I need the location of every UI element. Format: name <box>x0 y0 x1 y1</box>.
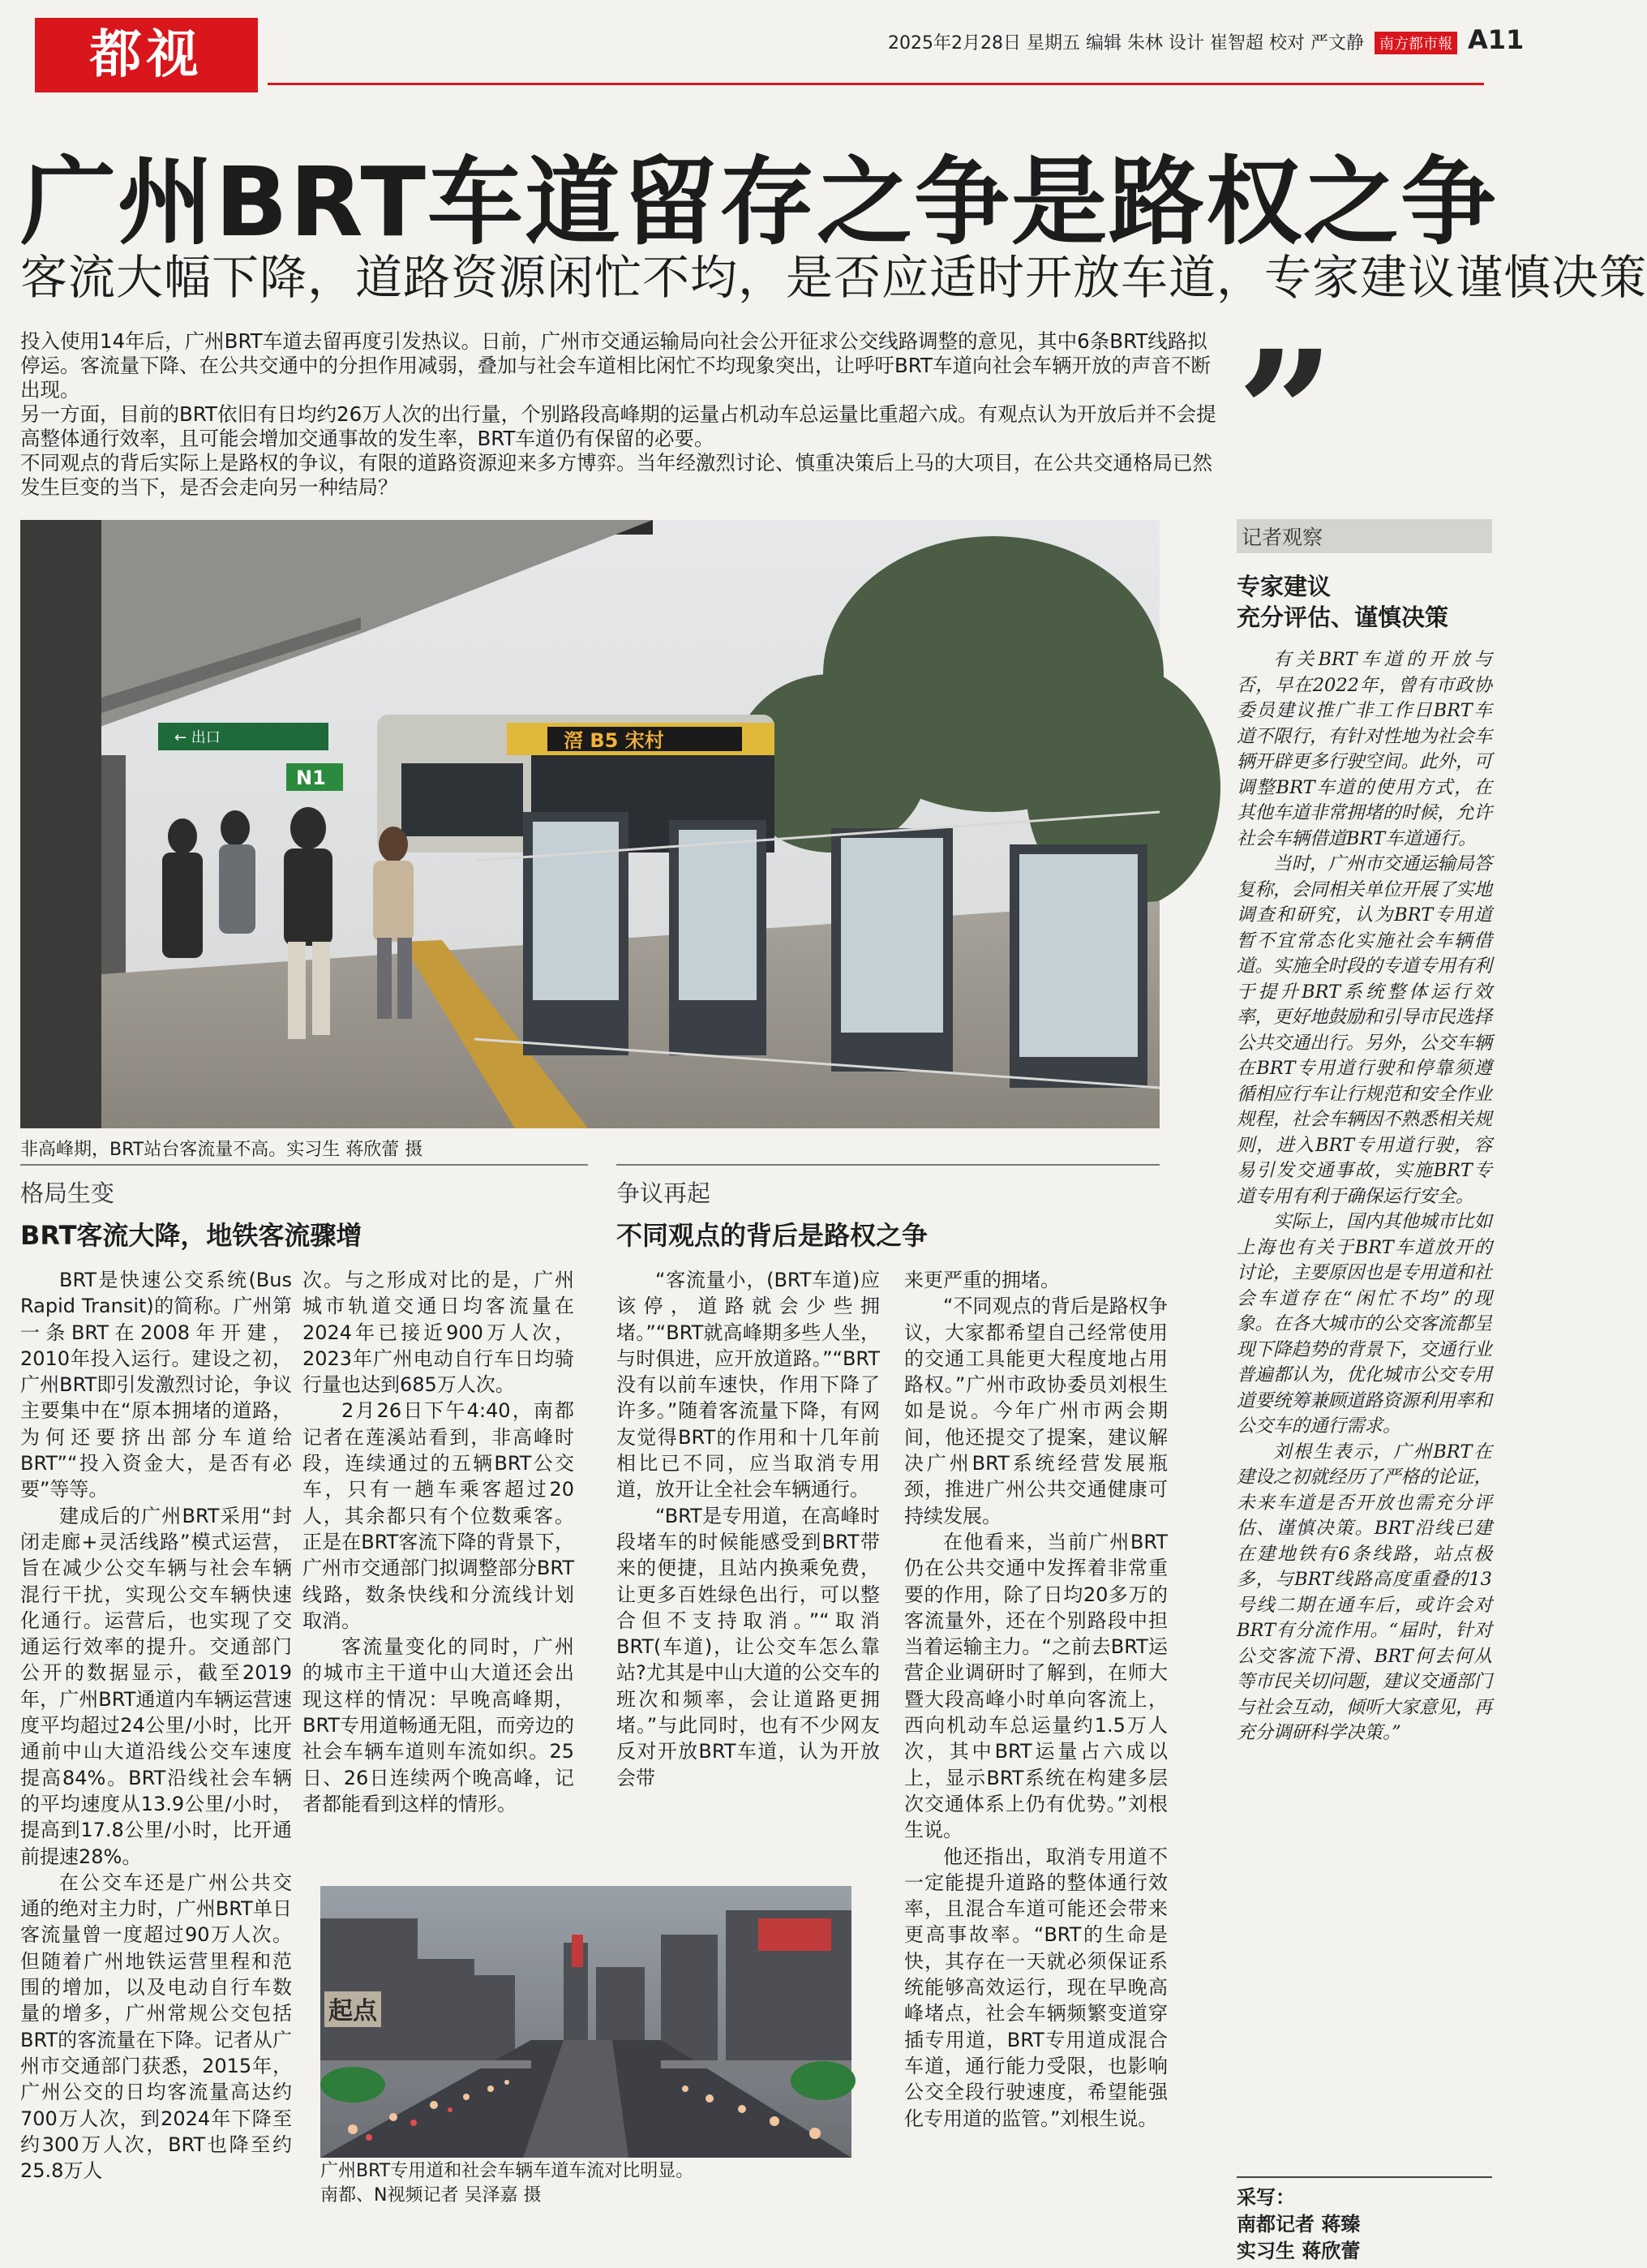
headline: 广州BRT车道留存之争是路权之争 <box>20 146 1498 258</box>
body-paragraph: 次。与之形成对比的是，广州城市轨道交通日均客流量在2024年已接近900万人次，2023年广州电动自行车日均骑行量也达到685万人次。 <box>302 1269 574 1397</box>
sidebar <box>1237 519 1492 1746</box>
quote-mark-icon: ” <box>1237 313 1335 513</box>
street-sign: 起点 <box>328 1997 377 2025</box>
section-name: 都视 <box>89 25 204 85</box>
body-paragraph: 客流量变化的同时，广州的城市主干道中山大道还会出现这样的情况：早晚高峰期，BRT专用道畅通无阻，而旁边的社会车辆车道则车流如织。25日、26日连续两个晚高峰，记者都能看到这样的情形。 <box>302 1635 574 1815</box>
sidebar-paragraph: 实际上，国内其他城市比如上海也有关于BRT车道放开的讨论，主要原因也是专用道和社会车道存在“闲忙不均”的现象。在各大城市的公交客流都呈现下降趋势的背景下，交通行业普遍都认为，优化城市公交专用道要统筹兼顾道路资源利用率和公交车的通行需求。 <box>1237 1211 1493 1437</box>
body-paragraph: 2月26日下午4:40，南都记者在莲溪站看到，非高峰时段，连续通过的五辆BRT公交车，只有一趟车乘客超过20人，其余都只有个位数乘客。正是在BRT客流下降的背景下，广州市交通部门拟调整部分BRT线路，数条快线和分流线计划取消。 <box>302 1399 574 1632</box>
section2-title: 不同观点的背后是路权之争 <box>616 1220 929 1251</box>
brt-corridor-photo <box>320 1886 851 2158</box>
brt-corridor-illustration <box>320 1886 851 2158</box>
byline-intern: 实习生 蒋欣蕾 <box>1237 2240 1361 2262</box>
sidebar-title-1: 专家建议 <box>1237 573 1332 600</box>
body-paragraph: 建成后的广州BRT采用“封闭走廊+灵活线路”模式运营，旨在减少公交车辆与社会车辆混行干扰，实现公交车辆快速化通行。运营后，也实现了交通运行效率的提升。交通部门公开的数据显示，截至2019年，广州BRT通道内车辆运营速度平均超过24公里/小时，比开通前中山大道沿线公交车速度提高84%。BRT沿线社会车辆的平均速度从13.9公里/小时，提高到17.8公里/小时，比开通前提速28%。 <box>20 1504 292 1868</box>
lead-paragraph: 另一方面，目前的BRT依旧有日均约26万人次的出行量，个别路段高峰期的运量占机动车总运量比重超六成。有观点认为开放后并不会提高整体通行效率，且可能会增加交通事故的发生率，BRT车道仍有保留的必要。 <box>20 402 1216 450</box>
photo2-caption-line: 广州BRT专用道和社会车辆车道车流对比明显。 <box>320 2161 694 2181</box>
sidebar-paragraph: 刘根生表示，广州BRT在建设之初就经历了严格的论证，未来车道是否开放也需充分评估、谨慎决策。BRT沿线已建在建地铁有6条线路，站点极多，与BRT线路高度重叠的13号线二期在通车后，或许会对BRT有分流作用。“届时，针对公交客流下滑、BRT何去何从等市民关切问题，建议交通部门与社会互动，倾听大家意见，再充分调研科学决策。” <box>1237 1441 1493 1743</box>
body-paragraph: 在公交车还是广州公共交通的绝对主力时，广州BRT单日客流量曾一度超过90万人次。但随着广州地铁运营里程和范围的增加，以及电动自行车数量的增多，广州常规公交包括BRT的客流量在下降。记者从广州市交通部门获悉，2015年，广州公交的日均客流量高达约700万人次，到2024年下降至约300万人次，BRT也降至约25.8万人 <box>20 1871 292 2183</box>
body-paragraph: “BRT是专用道，在高峰时段堵车的时候能感受到BRT带来的便捷，且站内换乘免费，让更多百姓绿色出行，可以整合但不支持取消。”“取消BRT(车道)，让公交车怎么靠站?尤其是中山大道的公交车的班次和频率，会让道路更拥堵。”与此同时，也有不少网友反对开放BRT车道，认为开放会带 <box>616 1504 880 1789</box>
body-paragraph: “不同观点的背后是路权争议，大家都希望自己经常使用的交通工具能更大程度地占用路权。”广州市政协委员刘根生如是说。今年广州市两会期间，他还提交了提案，建议解决广州BRT系统经营发展瓶颈，推进广州公共交通健康可持续发展。 <box>904 1295 1168 1527</box>
svg-text:← 出口: ← 出口 <box>174 729 221 746</box>
body-paragraph: 来更严重的拥堵。 <box>904 1269 1060 1291</box>
section1-header <box>20 1164 588 1252</box>
masthead-rule <box>268 83 1484 85</box>
section1-title: BRT客流大降，地铁客流骤增 <box>20 1220 362 1251</box>
brt-station-photo <box>20 520 1160 1128</box>
section1-rule <box>20 1164 588 1166</box>
body-paragraph: 他还指出，取消专用道不一定能提升道路的整体通行效率，且混合车道可能还会带来更高事故率。“BRT的生命是快，其存在一天就必须保证系统能够高效运行，现在早晚高峰堵点，社会车辆频繁变道穿插专用道，BRT专用道成混合车道，通行能力受限，也影响公交全段行驶速度，希望能强化专用道的监管。”刘根生说。 <box>904 1845 1168 2130</box>
section1-kicker: 格局生变 <box>20 1179 115 1207</box>
sidebar-label: 记者观察 <box>1237 519 1492 553</box>
issue-date: 2025年2月28日 <box>888 33 1021 54</box>
byline-label: 采写： <box>1237 2186 1295 2209</box>
lead-paragraph: 不同观点的背后实际上是路权的争议，有限的道路资源迎来多方博弈。当年经激烈讨论、慎重决策后上马的大项目，在公共交通格局已然发生巨变的当下，是否会走向另一种结局？ <box>20 451 1212 499</box>
section2-column-d <box>904 1267 1168 2132</box>
sidebar-body <box>1237 647 1492 1746</box>
section2-kicker: 争议再起 <box>616 1179 711 1207</box>
body-paragraph: BRT是快速公交系统(Bus Rapid Transit)的简称。广州第一条BRT在2008年开建，2010年投入运行。建设之初，广州BRT即引发激烈讨论，争议主要集中在“原本拥堵的道路，为何还要挤出部分车道给BRT”“投入资金大，是否有必要”等等。 <box>20 1269 292 1501</box>
section2-column-c <box>616 1267 880 1791</box>
bus-destination: 滘 B5 宋村 <box>564 729 664 752</box>
body-paragraph: 在他看来，当前广州BRT仍在公共交通中发挥着非常重要的作用，除了日均20多万的客流量外，还在个别路段中担当着运输主力。“之前去BRT运营企业调研时了解到，在师大暨大段高峰小时单向客流上，西向机动车总运量约1.5万人次，其中BRT运量占六成以上，显示BRT系统在构建多层次交通体系上仍有优势。”刘根生说。 <box>904 1530 1168 1842</box>
byline-reporter: 南都记者 蒋臻 <box>1237 2213 1361 2236</box>
subheadline: 客流大幅下降，道路资源闲忙不均，是否应适时开放车道，专家建议谨慎决策 <box>20 250 1647 305</box>
photo1-caption: 非高峰期，BRT站台客流量不高。实习生 蒋欣蕾 摄 <box>20 1140 423 1160</box>
issue-weekday: 星期五 <box>1026 33 1080 54</box>
station-sign: N1 <box>296 767 326 789</box>
byline-rule <box>1237 2176 1492 2178</box>
masthead-meta <box>888 24 1524 55</box>
section2-rule <box>616 1164 1160 1166</box>
photo2-caption <box>320 2159 693 2208</box>
staff-credits: 编辑 朱林 设计 崔智超 校对 严文静 <box>1086 33 1364 54</box>
section1-column-b <box>302 1267 574 1817</box>
newspaper-logo: 南方都市報 <box>1375 32 1457 54</box>
brt-station-illustration <box>20 520 1160 1128</box>
sidebar-paragraph: 当时，广州市交通运输局答复称，会同相关单位开展了实地调查和研究，认为BRT专用道暂不宜常态化实施社会车辆借道。实施全时段的专道专用有利于提升BRT系统整体运行效率，更好地鼓励和引导市民选择公共交通出行。另外，公交车辆在BRT专用道行驶和停靠须遵循相应行车让行规范和安全作业规程，社会车辆因不熟悉相关规则，进入BRT专用道行驶，容易引发交通事故，实施BRT专道专用有利于确保运行安全。 <box>1237 853 1493 1207</box>
page-number: A11 <box>1467 24 1525 55</box>
section2-header <box>616 1164 1160 1252</box>
body-paragraph: “客流量小，(BRT车道)应该停，道路就会少些拥堵。”“BRT就高峰期多些人坐，与时俱进，应开放道路。”“BRT没有以前车速快，作用下降了许多。”随着客流量下降，有网友觉得BRT的作用和十几年前相比已不同，应当取消专用道，放开让全社会车辆通行。 <box>616 1269 880 1501</box>
section1-column-a <box>20 1267 292 2184</box>
lead-paragraph: 投入使用14年后，广州BRT车道去留再度引发热议。日前，广州市交通运输局向社会公开征求公交线路调整的意见，其中6条BRT线路拟停运。客流量下降、在公共交通中的分担作用减弱，叠加与社会车道相比闲忙不均现象突出，让呼吁BRT车道向社会车辆开放的声音不断出现。 <box>20 329 1212 402</box>
lead-paragraphs <box>20 329 1220 500</box>
photo2-credit-line: 南都、N视频记者 吴泽嘉 摄 <box>320 2185 542 2206</box>
sidebar-paragraph: 有关BRT车道的开放与否，早在2022年，曾有市政协委员建议推广非工作日BRT车道不限行，有针对性地为社会车辆开辟更多行驶空间。此外，可调整BRT车道的使用方式，在其他车道非常拥堵的时候，允许社会车辆借道BRT车道通行。 <box>1237 649 1493 849</box>
sidebar-title-2: 充分评估、谨慎决策 <box>1237 604 1449 631</box>
byline <box>1237 2184 1360 2265</box>
section-tag <box>35 18 258 92</box>
